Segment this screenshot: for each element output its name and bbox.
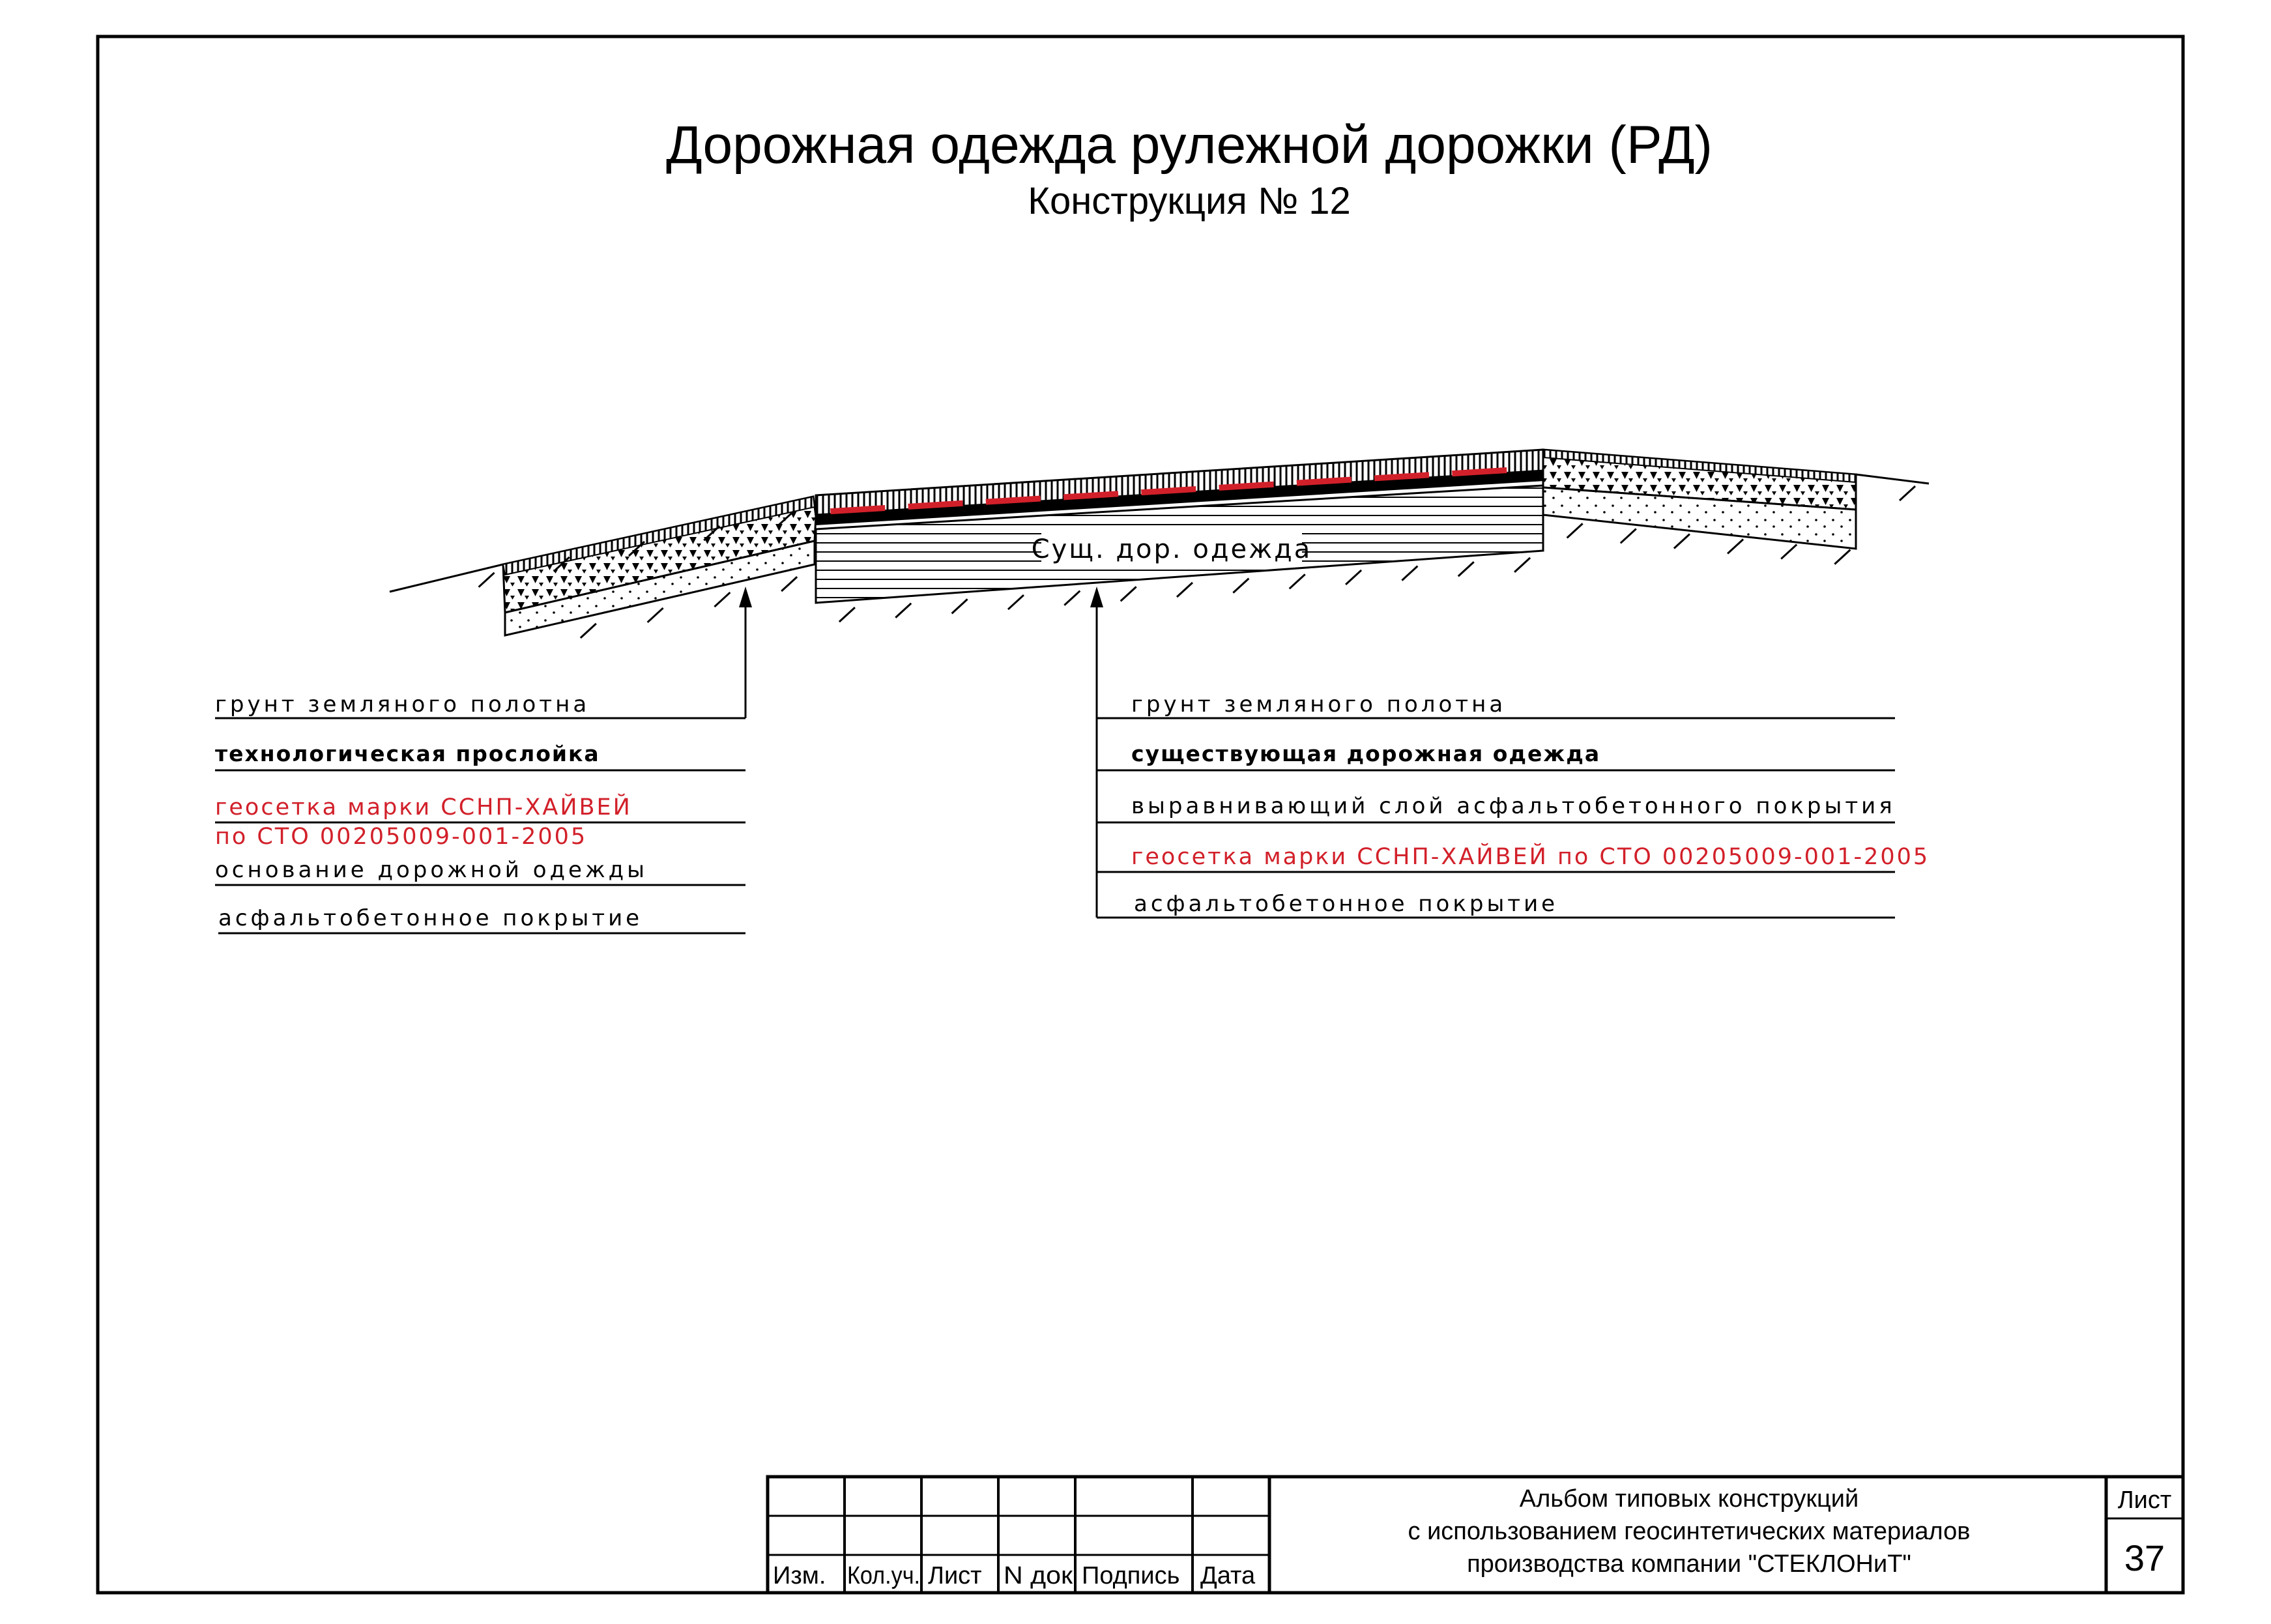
left-callout-item-5: асфальтобетонное покрытие [218,905,643,931]
soil-tick [1346,570,1361,585]
geogrid-dash [986,499,1041,502]
sheet-label: Лист [2117,1486,2172,1514]
soil-tick [1064,591,1080,605]
sheet-number: 37 [2124,1537,2165,1578]
soil-tick [839,607,855,622]
left-callout-item-2: технологическая прослойка [215,741,600,766]
geogrid-dash [1297,480,1352,483]
soil-tick [1900,486,1915,500]
ground-line-left [390,564,503,592]
title-block [768,1477,2183,1593]
soil-tick [479,573,495,587]
col-data: Дата [1200,1562,1256,1589]
drawing-subtitle: Конструкция № 12 [1028,180,1351,222]
soil-tick [648,608,663,622]
soil-tick [895,603,911,618]
col-n-dok: N док [1004,1562,1073,1589]
col-list: Лист [928,1562,982,1589]
soil-tick [1233,579,1249,593]
right-callout-item-2: существующая дорожная одежда [1131,741,1601,766]
soil-tick [1177,583,1193,597]
right-leader-arrow [1090,587,1103,607]
drawing-title: Дорожная одежда рулежной дорожки (РД) [666,115,1713,175]
album-line-3: производства компании "СТЕКЛОНиТ" [1467,1550,1911,1578]
col-izm: Изм. [773,1562,826,1589]
soil-tick [1008,595,1024,609]
soil-tick [1514,558,1530,572]
left-callout-item-3: геосетка марки ССНП-ХАЙВЕЙ [215,794,632,820]
existing-pavement-label: Сущ. дор. одежда [1031,534,1312,564]
geogrid-dash [830,508,885,512]
ground-line-right [1856,474,1929,484]
left-leader-arrow [739,587,752,607]
geogrid-dash [908,503,963,506]
soil-tick [714,592,730,607]
col-podpis: Подпись [1082,1562,1180,1589]
soil-tick [1290,574,1305,588]
soil-tick [1674,534,1690,548]
soil-tick [1402,566,1417,581]
soil-tick [1621,529,1636,543]
soil-tick [781,577,797,591]
right-callout-item-5: асфальтобетонное покрытие [1134,891,1559,917]
right-callout-item-4: геосетка марки ССНП-ХАЙВЕЙ по СТО 00205009-001-2005 [1131,844,1930,870]
left-callout [215,691,745,933]
right-callout-item-1: грунт земляного полотна [1131,691,1507,718]
col-kol-uch: Кол.уч. [847,1562,920,1589]
soil-tick [952,599,968,613]
left-callout-item-3b: по СТО 00205009-001-2005 [215,824,588,850]
soil-tick [1834,550,1850,564]
soil-tick [1567,523,1583,538]
soil-tick [581,624,596,638]
album-line-1: Альбом типовых конструкций [1519,1485,1859,1513]
right-callout-item-3: выравнивающий слой асфальтобетонного покрытия [1131,793,1896,819]
geogrid-dash [1063,494,1118,497]
right-callout [1097,691,1930,918]
geogrid-dash [1374,475,1429,478]
soil-tick [1781,545,1797,559]
soil-tick [1458,562,1474,576]
geogrid-dash [1452,471,1507,474]
geogrid-dash [1219,484,1274,487]
soil-tick [1121,587,1136,601]
left-callout-item-1: грунт земляного полотна [215,691,590,718]
left-callout-item-4: основание дорожной одежды [215,857,648,883]
soil-tick [1728,540,1743,554]
geogrid-dash [1141,489,1196,493]
album-line-2: с использованием геосинтетических материалов [1408,1518,1971,1545]
